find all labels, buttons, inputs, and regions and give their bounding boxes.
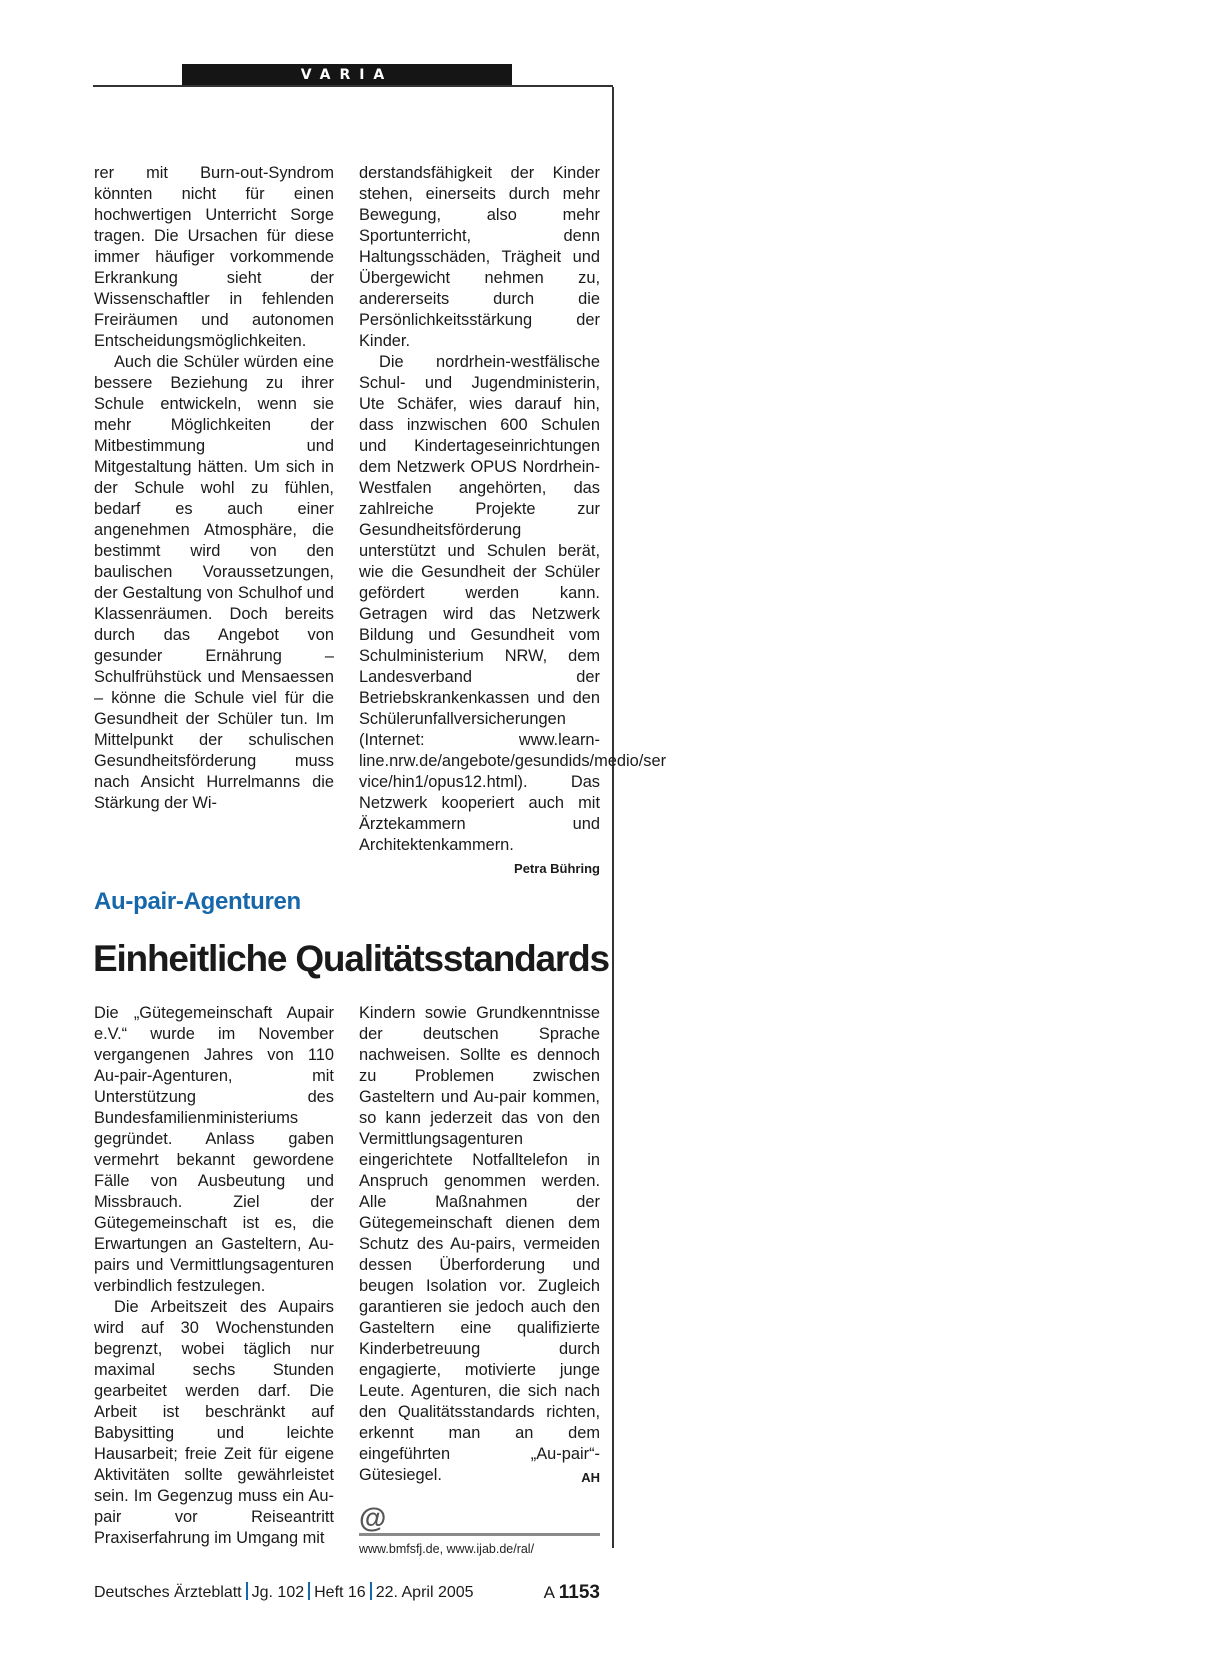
volume: Jg. 102 <box>251 1584 305 1601</box>
paragraph <box>359 1003 600 1486</box>
paragraph-text: Die nordrhein-westfälische Schul- und Jugendministerin, Ute Schäfer, wies darauf hin, dass inzwischen 600 Schulen und Kindertageseinrichtungen dem Netzwerk OPUS Nordrhein-Westfalen angehörten, das zahlreiche Projekte zur Gesundheitsförderung unterstützt und Schulen berät, wie die Gesundheit der Schüler gefördert werden kann. Getragen wird das Netzwerk Bildung und Gesundheit vom Schulministerium NRW, dem Landesverband der Betriebskrankenkassen und den Schülerunfallversicherungen (Internet: www.learn-line.nrw.de/angebote/gesundids/medio/ser vice/hin1/opus12.html). Das Netzwerk kooperiert auch mit Ärztekammern und Architektenkammern. <box>359 353 667 854</box>
at-sign-icon: @ <box>359 1502 387 1533</box>
paragraph: derstandsfähigkeit der Kinder stehen, einerseits durch mehr Bewegung, also mehr Sportunterricht, denn Haltungsschäden, Trägheit und Übergewicht nehmen zu, andererseits durch die Persönlichkeitsstärkung der Kinder. <box>359 164 600 350</box>
section-header: VARIA <box>182 64 512 86</box>
article-headline: Einheitliche Qualitätsstandards <box>93 938 609 979</box>
footer-separator <box>308 1582 310 1600</box>
footer-separator <box>246 1582 248 1600</box>
paragraph: rer mit Burn-out-Syndrom könnten nicht für einen hochwertigen Unterricht Sorge tragen. Die Ursachen für diese immer häufiger vorkommende Erkrankung sieht der Wissenschaftler in fehlenden Freiräumen und autonomen Entscheidungsmöglichkeiten. <box>94 164 334 350</box>
article-kicker: Au-pair-Agenturen <box>94 888 301 915</box>
paragraph: Auch die Schüler würden eine bessere Beziehung zu ihrer Schule entwickeln, wenn sie mehr Möglichkeiten der Mitbestimmung und Mitgestaltung hätten. Um sich in der Schule wohl zu fühlen, bedarf es auch einer angenehmen Atmosphäre, die bestimmt wird von den baulischen Voraussetzungen, der Gestaltung von Schulhof und Klassenräumen. Doch bereits durch das Angebot von gesunder Ernährung – Schulfrühstück und Mensaessen – könne die Schule viel für die Gesundheit der Schüler tun. Im Mittelpunkt der schulischen Gesundheitsförderung muss nach Ansicht Hurrelmanns die Stärkung der Wi- <box>94 353 334 812</box>
issue-date: 22. April 2005 <box>375 1584 474 1601</box>
paragraph <box>359 352 667 876</box>
author-signature: Petra Bühring <box>514 861 600 876</box>
author-signature: AH <box>581 1470 600 1485</box>
article1-column-1 <box>94 163 334 814</box>
page-footer <box>94 1580 600 1606</box>
web-rule <box>359 1533 600 1536</box>
paragraph: Die Arbeitszeit des Aupairs wird auf 30 Wochenstunden begrenzt, wobei täglich nur maximal sechs Stunden gearbeitet werden darf. Die Arbeit ist beschränkt auf Babysitting und leichte Hausarbeit; freie Zeit für eigene Aktivitäten sollte gewährleistet sein. Im Gegenzug muss ein Au-pair vor Reiseantritt Praxiserfahrung im Umgang mit <box>94 1298 334 1547</box>
journal-name: Deutsches Ärzteblatt <box>94 1584 242 1601</box>
footer-separator <box>370 1582 372 1600</box>
article1-column-2 <box>359 163 667 879</box>
web-links-box <box>359 1503 600 1556</box>
article2-column-2 <box>359 1003 600 1488</box>
page-prefix: A <box>543 1583 555 1602</box>
page-number-value: 1153 <box>558 1582 600 1603</box>
header-rule <box>93 85 613 87</box>
issue: Heft 16 <box>314 1584 366 1601</box>
paragraph-text: Kindern sowie Grundkenntnisse der deutschen Sprache nachweisen. Sollte es dennoch zu Problemen zwischen Gasteltern und Au-pair kommen, so kann jederzeit das von den Vermittlungsagenturen eingerichtete Notfalltelefon in Anspruch genommen werden. Alle Maßnahmen der Gütegemeinschaft dienen dem Schutz des Au-pairs, vermeiden dessen Überforderung und beugen Isolation vor. Zugleich garantieren sie jedoch auch den Gasteltern eine qualifizierte Kinderbetreuung durch engagierte, motivierte junge Leute. Agenturen, die sich nach den Qualitätsstandards richten, erkennt man an dem eingeführten „Au-pair“-Gütesiegel. <box>359 1004 600 1484</box>
column-rule <box>612 87 614 1548</box>
article2-column-1 <box>94 1003 334 1549</box>
paragraph: Die „Gütegemeinschaft Aupair e.V.“ wurde im November vergangenen Jahres von 110 Au-pair-Agenturen, mit Unterstützung des Bundesfamilienministeriums gegründet. Anlass gaben vermehrt bekannt gewordene Fälle von Ausbeutung und Missbrauch. Ziel der Gütegemeinschaft ist es, die Erwartungen an Gasteltern, Au-pairs und Vermittlungsagenturen verbindlich festzulegen. <box>94 1004 334 1295</box>
web-links[interactable]: www.bmfsfj.de, www.ijab.de/ral/ <box>359 1542 535 1556</box>
page-number <box>544 1580 600 1606</box>
